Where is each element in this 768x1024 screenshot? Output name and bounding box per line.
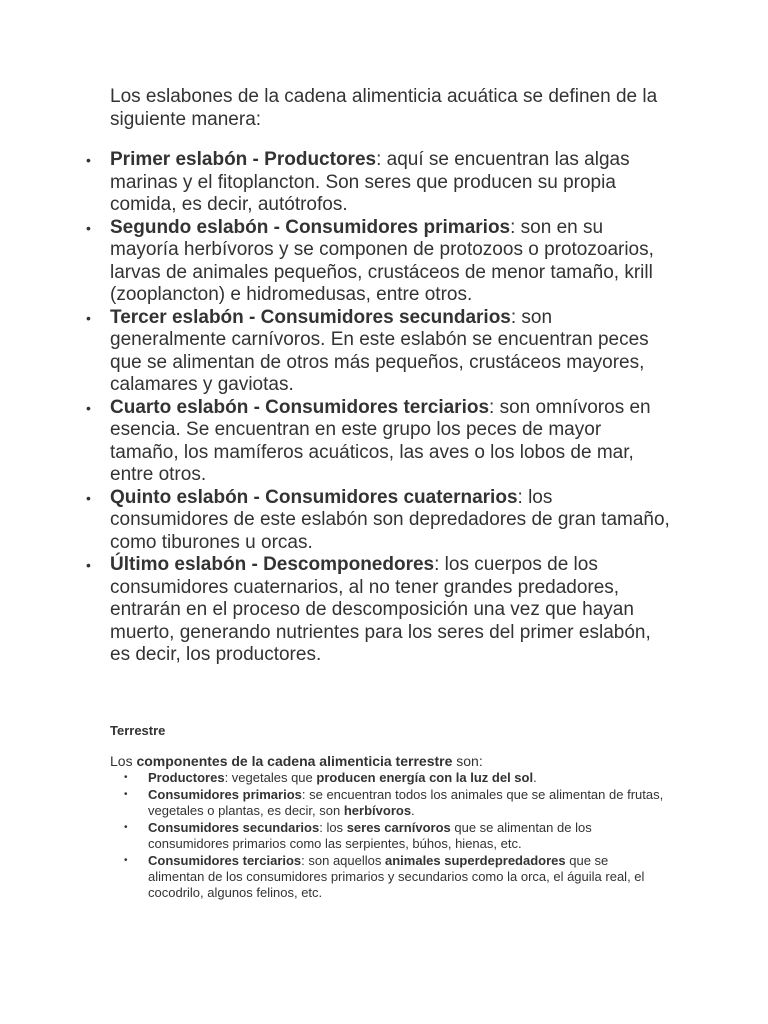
terrestre-intro	[110, 752, 483, 770]
item-title: Consumidores secundarios	[148, 820, 320, 835]
list-item	[124, 787, 668, 819]
item-text: : son omnívoros en esencia. Se encuentran en este grupo los peces de mayor tamaño, los mamíferos acuáticos, las aves o los lobos de mar, entre otros.	[110, 396, 651, 485]
list-item	[86, 486, 670, 555]
item-title: Primer eslabón - Productores	[110, 149, 377, 170]
item-text: : son aquellos	[301, 853, 385, 868]
intro-text: son:	[452, 753, 483, 769]
item-title: Consumidores terciarios	[148, 853, 302, 868]
intro-text: Los	[110, 753, 137, 769]
item-title: Tercer eslabón - Consumidores secundarios	[110, 306, 511, 328]
bullet-icon: •	[124, 772, 128, 783]
item-bold-text: herbívoros	[343, 803, 412, 818]
list-item	[86, 306, 670, 397]
section-heading-terrestre: Terrestre	[110, 723, 166, 738]
item-text: : aquí se encuentran las algas marinas y el fitoplancton. Son seres que producen su propia comida, es decir, autótrofos.	[110, 149, 630, 215]
item-text: que se alimentan de los consumidores primarios como las serpientes, búhos, hienas, etc.	[148, 820, 592, 851]
list-item	[86, 149, 670, 217]
item-bold-text: seres carnívoros	[346, 820, 451, 835]
bullet-icon: •	[86, 152, 91, 168]
bullet-icon: •	[86, 557, 91, 573]
item-title: Consumidores primarios	[148, 787, 302, 802]
intro-bold-text: componentes de la cadena alimenticia terrestre	[136, 753, 453, 769]
item-text: : los cuerpos de los consumidores cuaternarios, al no tener grandes predadores, entrarán en el proceso de descomposición una vez que hayan muerto, generando nutrientes para los seres del primer eslabón, es decir, los productores.	[110, 554, 651, 665]
bullet-icon: •	[124, 855, 128, 866]
list-item	[124, 770, 668, 786]
item-text: que se alimentan de los consumidores primarios y secundarios como la orca, el águila real, el cocodrilo, algunos felinos, etc.	[148, 853, 645, 900]
item-text: : los	[319, 820, 347, 835]
item-bold-text: producen energía con la luz del sol	[316, 770, 534, 785]
item-title: Productores	[148, 770, 225, 785]
item-text: .	[411, 803, 415, 818]
item-text: : son generalmente carnívoros. En este eslabón se encuentran peces que se alimentan de otros más pequeños, crustáceos mayores, calamares y gaviotas.	[110, 306, 649, 395]
item-text: : son en su mayoría herbívoros y se componen de protozoos o protozoarios, larvas de animales pequeños, crustáceos de menor tamaño, krill (zooplancton) e hidromedusas, entre otros.	[110, 216, 654, 305]
item-bold-text: animales superdepredadores	[385, 853, 566, 868]
intro-paragraph: Los eslabones de la cadena alimenticia acuática se definen de la siguiente manera:	[110, 86, 658, 130]
item-text: .	[533, 770, 537, 785]
list-item	[124, 820, 668, 852]
list-item	[86, 396, 670, 487]
item-text: : se encuentran todos los animales que se alimentan de frutas, vegetales o plantas, es decir, son	[148, 787, 664, 818]
list-item	[86, 216, 670, 307]
bullet-icon: •	[86, 309, 91, 326]
item-title: Quinto eslabón - Consumidores cuaternarios	[110, 486, 518, 508]
item-title: Cuarto eslabón - Consumidores terciarios	[110, 396, 490, 418]
item-text: : vegetales que	[224, 770, 317, 785]
list-item	[86, 554, 670, 667]
bullet-icon: •	[86, 489, 91, 506]
terrestre-list	[124, 770, 668, 902]
bullet-icon: •	[124, 789, 128, 800]
bullet-icon: •	[86, 219, 91, 236]
aquatic-chain-list	[86, 149, 670, 667]
item-text: : los consumidores de este eslabón son depredadores de gran tamaño, como tiburones u orcas.	[110, 486, 670, 553]
item-title: Segundo eslabón - Consumidores primarios	[110, 216, 511, 238]
bullet-icon: •	[124, 822, 128, 833]
bullet-icon: •	[86, 399, 91, 416]
item-title: Último eslabón - Descomponedores	[110, 554, 435, 575]
list-item	[124, 853, 668, 901]
